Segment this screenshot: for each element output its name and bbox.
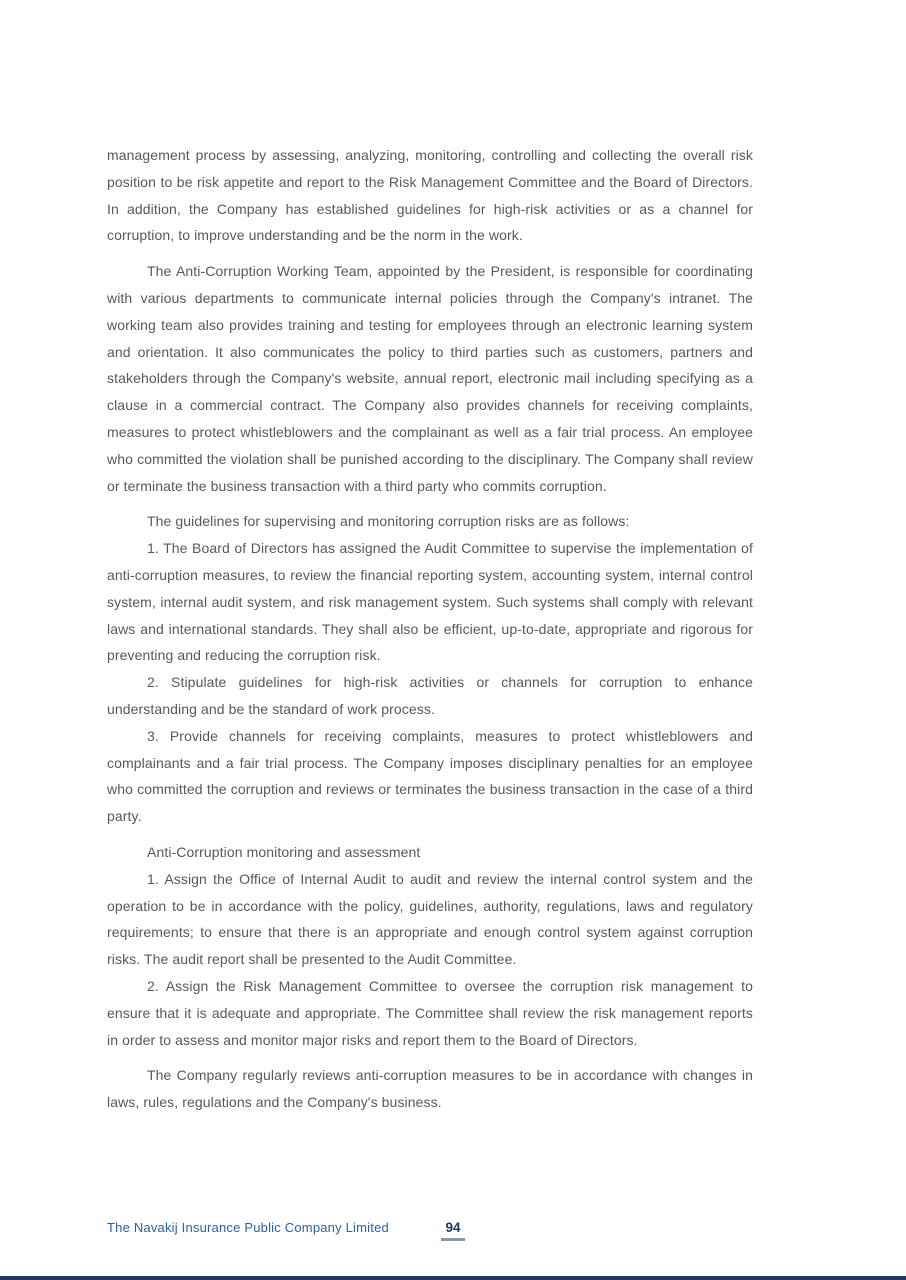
paragraph: The Anti-Corruption Working Team, appointed by the President, is responsible for coordinating with various departments to communicate internal policies through the Company's intranet. The working team also provides training and testing for employees through an electronic learning system and orientation. It also communicates the policy to third parties such as customers, partners and stakeholders through the Company's website, annual report, electronic mail including specifying as a clause in a commercial contract. The Company also provides channels for receiving complaints, measures to protect whistleblowers and the complainant as well as a fair trial process. An employee who committed the violation shall be punished according to the disciplinary. The Company shall review or terminate the business transaction with a third party who commits corruption. xyxy=(107,263,753,494)
paragraph: management process by assessing, analyzing, monitoring, controlling and collecting the overall risk position to be risk appetite and report to the Risk Management Committee and the Board of Directors. In addition, the Company has established guidelines for high-risk activities or as a channel for corruption, to improve understanding and be the norm in the work. xyxy=(107,147,753,244)
bottom-accent-bar xyxy=(0,1276,906,1280)
paragraph: 1. Assign the Office of Internal Audit to audit and review the internal control system and the operation to be in accordance with the policy, guidelines, authority, regulations, laws and regulatory requirements; to ensure that there is an appropriate and enough control system against corruption risks. The audit report shall be presented to the Audit Committee. xyxy=(107,870,753,968)
page-number-value: 94 xyxy=(441,1218,464,1241)
paragraph: The guidelines for supervising and monitoring corruption risks are as follows: xyxy=(147,513,630,530)
document-body xyxy=(107,142,753,1116)
footer-company-name: The Navakij Insurance Public Company Limited xyxy=(107,1220,389,1235)
paragraph: Anti-Corruption monitoring and assessment xyxy=(147,843,421,860)
paragraph: 2. Stipulate guidelines for high-risk activities or channels for corruption to enhance understanding and be the standard of work process. xyxy=(107,674,753,717)
paragraph: The Company regularly reviews anti-corruption measures to be in accordance with changes in laws, rules, regulations and the Company's business. xyxy=(107,1067,753,1111)
paragraph: 2. Assign the Risk Management Committee to oversee the corruption risk management to ensure that it is adequate and appropriate. The Committee shall review the risk management reports in order to assess and monitor major risks and report them to the Board of Directors. xyxy=(107,977,753,1048)
paragraph: 1. The Board of Directors has assigned the Audit Committee to supervise the implementation of anti-corruption measures, to review the financial reporting system, accounting system, internal control system, internal audit system, and risk management system. Such systems shall comply with relevant laws and international standards. They shall also be efficient, up-to-date, appropriate and rigorous for preventing and reducing the corruption risk. xyxy=(107,540,753,664)
page-footer xyxy=(0,1218,906,1242)
paragraph: 3. Provide channels for receiving complaints, measures to protect whistleblowers and complainants and a fair trial process. The Company imposes disciplinary penalties for an employee who committed the corruption and reviews or terminates the business transaction in the case of a third party. xyxy=(107,727,753,825)
